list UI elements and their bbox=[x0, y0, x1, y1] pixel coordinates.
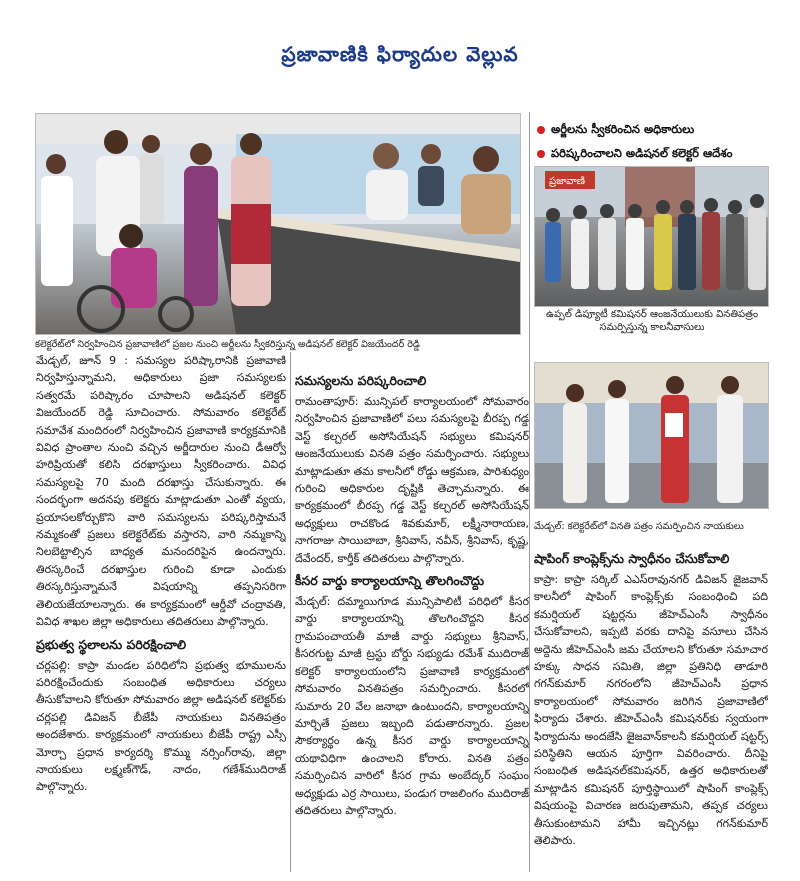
main-photo-scene bbox=[36, 114, 520, 334]
lead-paragraph: మేడ్చల్, జూన్ 9 : సమస్యల పరిష్కారానికి ప్రజావాణి నిర్వహిస్తున్నామని, అధికారులు ప్రజా సమస్యలకు సత్వరమే పరిష్కారం చూపాలని అడిషనల్ కలెక్టర్ విజయేందర్ రెడ్డి సూచించారు. సోమవారం కలెక్టరేట్ సమావేశ మందిరంలో నిర్వహించిన ప్రజావాణి కార్యక్రమానికి వివిధ ప్రాంతాల నుంచి వచ్చిన అర్జీదారుల నుంచి డీఆర్వో హరిప్రియతో కలిసి దరఖాస్తులు స్వీకరించారు. వివిధ సమస్యలపై 70 మంది దరఖాస్తు చేసుకున్నారు. ఈ సందర్భంగా అదనపు కలెక్టరు మాట్లాడుతూ ఎంతో వ్యయ, ప్రయాసలకోర్చుకొని వారి సమస్యలను పరిష్కరిస్తామనే నమ్మకంతో ప్రజలు కలెక్టరేట్‌కు వస్తారని, వారి నమ్మకాన్ని నిలబెట్టాల్సిన బాధ్యత మనందరిపైన ఉందన్నారు. తిరస్కరించే దరఖాస్తుల గురించి కూడా ఎందుకు తిరస్కరిస్తున్నామనే విషయాన్ని తప్పనిసరిగా తెలియజేయాలన్నారు. ఈ కార్యక్రమంలో ఆర్డీవో చంద్రావతి, వివిధ శాఖల జిల్లా అధికారులు తదితరులు పాల్గొన్నారు. bbox=[36, 354, 286, 629]
summary-bullet: అర్జీలను స్వీకరించిన అధికారులు bbox=[537, 117, 732, 141]
upper-photo-banner: ప్రజావాణి bbox=[549, 176, 585, 187]
main-photo bbox=[35, 113, 521, 335]
section-body: మేడ్చల్: దమ్మాయిగూడ మున్సిపాలిటీ పరిధిలో కీసర వార్డు కార్యాలయాన్ని తొలగించొద్దని కీసర గ్రామపంచాయతీ మాజీ వార్డు సభ్యులు శ్రీనివాస్, కీసరగుట్ట మాజీ ట్రస్టు బోర్డు సభ్యుడు రమేశ్ ముదిరాజ్ కలెక్టర్ కార్యాలయంలోని ప్రజావాణి కార్యక్రమంలో సోమవారం వినతిపత్రం సమర్పించారు. కీసరలో సుమారు 20 వేల జనాభా ఉంటుందని, కార్యాలయాన్ని మార్చితే ప్రజలు ఇబ్బంది పడుతారన్నారు. ప్రజల సౌకర్యార్థం ఉన్న కీసర వార్డు కార్యాలయాన్ని యథావిధిగా ఉంచాలని కోరారు. వినతి పత్రం సమర్పించిన వారిలో కీసర గ్రామ అంబేద్కర్ సంఘం అధ్యక్షుడు ఎర్ర సాయిలు, పండుగ రాజలింగం ముదిరాజ్ తదితరులు పాల్గొన్నారు. bbox=[295, 595, 529, 817]
section-heading: కీసర వార్డు కార్యాలయాన్ని తొలగించొద్దు bbox=[295, 573, 485, 589]
section-heading: షాపింగ్ కాంప్లెక్స్‌ను స్వాధీనం చేసుకోవాలి bbox=[534, 551, 730, 566]
section-body: కాప్రా: కాప్రా సర్కిల్ ఎఎస్‌రావునగర్ డివిజన్ జైజవాన్ కాలనీలో షాపింగ్ కాంప్లెక్స్‌కు సంబంధించి పది కమర్షియల్ షట్టర్లను జీహెచ్‌ఎంసీ స్వాధీనం చేసుకోవాలని, ఇప్పటి వరకు దానిపై వసూలు చేసిన అద్దెను జీహెచ్‌ఎంసీ జమ చేయాలని కోరుతూ సమాచార హక్కు సాధన సమితి, జిల్లా ప్రతినిధి తాడూరి గగన్‌కుమార్ నగరంలోని జీహెచ్‌ఎంసీ ప్రధాన కార్యాలయంలో సోమవారం జరిగిన ప్రజావాణిలో ఫిర్యాదు చేశారు. జీహెచ్‌ఎంసీ కమిషనర్‌కు స్వయంగా ఫిర్యాదును అందజేసి జైజవాన్‌కాలనీ కమర్షియల్ షట్టర్స్ పరిస్థితిని ఆయన పూర్తిగా వివరించారు. దీనిపై సంబంధిత అడిషనల్‌కమిషనర్, ఉత్తర అధికారులతో మాట్లాడిన కమిషనర్ పూర్తిస్థాయిలో షాపింగ్ కాంప్లెక్స్ విషయంపై విచారణ జరుపుతామని, తప్పక చర్యలు తీసుకుంటామని హామీ ఇచ్చినట్లు గగన్‌కుమార్ తెలిపారు. bbox=[534, 573, 768, 848]
upper-right-caption: ఉప్పల్ డిప్యూటీ కమిషనర్ ఆంజనేయులుకు వినతిపత్రం సమర్పిస్తున్న కాలనీవాసులు bbox=[545, 309, 759, 333]
column-divider bbox=[529, 112, 530, 872]
article-column-middle bbox=[295, 367, 529, 872]
article-column-right bbox=[534, 545, 768, 872]
bullet-dot-icon bbox=[537, 150, 545, 158]
main-photo-caption: కలెక్టరేట్‌లో నిర్వహించిన ప్రజావాణిలో ప్రజల నుంచి అర్జీలను స్వీకరిస్తున్న అడిషనల్ కలెక్టర్ విజయేందర్ రెడ్డి bbox=[35, 339, 420, 350]
lower-right-caption: మేడ్చల్: కలెక్టరేట్‌లో వినతి పత్రం సమర్పించిన నాయకులు bbox=[534, 521, 744, 532]
section-heading: సమస్యలను పరిష్కరించాలి bbox=[295, 373, 427, 388]
page-headline: ప్రజావాణికి ఫిర్యాదుల వెల్లువ bbox=[281, 42, 519, 66]
bullet-dot-icon bbox=[537, 126, 545, 134]
column-divider bbox=[290, 352, 291, 872]
section-body: రామంతాపూర్: మున్సిపల్ కార్యాలయంలో సోమవారం నిర్వహించిన ప్రజావాణిలో పలు సమస్యలపై బీరప్ప గడ్డ వెస్ట్ కల్చరల్ అసోసియేషన్ సభ్యులు కమిషనర్ ఆంజనేయులుకు వినతి పత్రం సమర్పించారు. సభ్యులు మాట్లాడుతూ తమ కాలనీలో రోడ్డు ఆక్రమణ, పారిశుధ్యం గురించి అధికారుల దృష్టికి తెచ్చామన్నారు. ఈ కార్యక్రమంలో బీరప్ప గడ్డ వెస్ట్ కల్చరల్ అసోసియేషన్ అధ్యక్షులు రాచకొండ శివకుమార్, లక్ష్మీనారాయణ, నాగరాజు సాయిబాబా, శ్రీనివాస్, నవీన్, శ్రీనివాస్, కృష్ణ, దేవేందర్, కార్తీక్ తదితరులు పాల్గొన్నారు. bbox=[295, 395, 529, 565]
summary-bullet: పరిష్కరించాలని అడిషనల్ కలెక్టర్ ఆదేశం bbox=[537, 141, 732, 165]
section-heading: ప్రభుత్వ స్థలాలను పరిరక్షించాలి bbox=[36, 636, 187, 652]
summary-bullets bbox=[537, 117, 732, 165]
section-body: చర్లపల్లి: కాప్రా మండల పరిధిలోని ప్రభుత్వ భూములను పరిరక్షించేందుకు సంబంధిత అధికారులు చర్యలు తీసుకోవాలని కోరుతూ సోమవారం జిల్లా అడిషనల్ కలెక్టర్‌కు చర్లపల్లి డివిజన్ బీజేపీ నాయకులు వినతిపత్రం అందజేశారు. కార్యక్రమంలో నాయకులు బీజేపీ రాష్ట్ర ఎస్సీ మోర్చా ప్రధాన కార్యదర్శి కొమ్ము నర్సింగ్‌రావు, జిల్లా నాయకులు లక్ష్మణ్‌గౌడ్, నాదం, గణేశ్‌ముదిరాజ్ పాల్గొన్నారు. bbox=[36, 658, 286, 794]
lower-right-photo bbox=[534, 362, 769, 509]
upper-right-photo bbox=[534, 166, 769, 307]
article-column-left bbox=[36, 352, 286, 872]
